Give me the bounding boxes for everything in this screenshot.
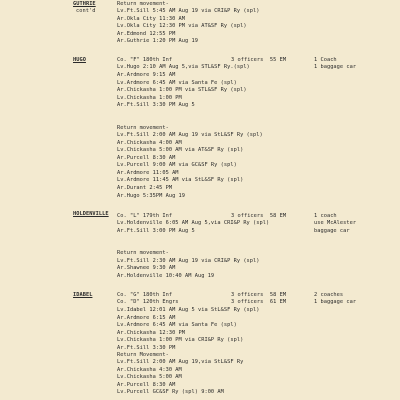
equipment-line: 1 baggage car: [314, 64, 357, 70]
text-line: Ar.Chickasha 4:30 AM: [117, 367, 182, 373]
text-line: Lv.Ardmore 6:45 AM via Santa Fe (spl): [117, 80, 237, 86]
text-line: Ar.Shawnee 9:30 AM: [117, 265, 176, 271]
text-line: Ar.Okla City 11:30 AM: [117, 16, 186, 22]
text-line: Return Movement-: [117, 352, 169, 358]
text-line: Lv.Chickasha 1:00 PM via CRI&P Ry (spl): [117, 337, 244, 343]
text-line: Lv.Hugo 2:10 AM Aug 5,via STL&SF Ry.(spl): [117, 64, 250, 70]
text-line: Ar.Purcell 8:30 AM: [117, 382, 176, 388]
text-line: Lv.Purcell GC&SF Ry (spl) 9:00 AM: [117, 389, 224, 395]
text-line: Ar.Guthrie 1:20 PM Aug 19: [117, 38, 198, 44]
officers-line: 3 officers 58 EM: [231, 213, 287, 219]
text-line: Ar.Ardmore 6:15 AM: [117, 315, 176, 321]
equipment-line: use McAlester: [314, 220, 357, 226]
equipment-line: 1 baggage car: [314, 299, 357, 305]
text-line: Ar.Purcell 8:30 AM: [117, 155, 176, 161]
text-line: Lv.Ardmore 6:45 AM via Santa Fe (spl): [117, 322, 237, 328]
text-line: Ar.Holdenville 10:40 AM Aug 19: [117, 273, 215, 279]
section-heading: HUGO: [73, 57, 86, 63]
text-line: Ar.Ardmore 9:15 AM: [117, 72, 176, 78]
officers-line: 3 officers 55 EM: [231, 57, 287, 63]
unit-line: Co. "L" 179th Inf: [117, 213, 173, 219]
text-line: Ar.Hugo 5:35PM Aug 19: [117, 193, 186, 199]
text-line: Ar.Ardmore 11:05 AM: [117, 170, 179, 176]
text-line: Return movement-: [117, 1, 169, 7]
text-line: Ar.Edmond 12:55 PM: [117, 31, 176, 37]
text-line: Lv.Chickasha 5:00 AM: [117, 374, 182, 380]
text-line: Lv.Ft.Sill 5:45 AM Aug 19 via CRI&P Ry (spl): [117, 8, 260, 14]
text-line: Lv.Ft.Sill 2:00 AM Aug 19,via StL&SF Ry: [117, 359, 244, 365]
text-line: Lv.Ft.Sill 2:30 AM Aug 19 via CRI&P Ry (spl): [117, 258, 260, 264]
text-line: Lv.Chickasha 5:00 AM via AT&SF Ry (spl): [117, 147, 244, 153]
officers-line: 3 officers 61 EM: [231, 299, 287, 305]
text-line: Ar.Ft.Sill 3:30 PM Aug 5: [117, 102, 195, 108]
text-line: Return movement-: [117, 125, 169, 131]
unit-line: Co. "F" 180th Inf: [117, 57, 173, 63]
text-line: Lv.Holdenville 6:05 AM Aug 5,via CRI&P Ry (spl): [117, 220, 270, 226]
unit-line: Co. "G" 180th Inf: [117, 292, 173, 298]
section-heading: IDABEL: [73, 292, 93, 298]
text-line: Ar.Chickasha 4:00 AM: [117, 140, 182, 146]
text-line: Ar.Ft.Sill 3:30 PM: [117, 345, 176, 351]
text-line: Ar.Durant 2:45 PM: [117, 185, 173, 191]
officers-line: 3 officers 58 EM: [231, 292, 287, 298]
text-line: Ar.Chickasha 12:30 PM: [117, 330, 186, 336]
section-subheading: cont'd: [76, 8, 96, 14]
section-heading: GUTHRIE: [73, 1, 96, 7]
text-line: Ar.Ft.Sill 3:00 PM Aug 5: [117, 228, 195, 234]
text-line: Lv.Ardmore 11:45 AM via StL&SF Ry (spl): [117, 177, 244, 183]
text-line: Lv.Idabel 12:01 AM Aug 5 via StL&SF Ry (spl): [117, 307, 260, 313]
text-line: Lv.Chickasha 1:00 PM: [117, 95, 182, 101]
equipment-line: 2 coaches: [314, 292, 344, 298]
section-heading: HOLDENVILLE: [73, 211, 109, 217]
equipment-line: 1 coach: [314, 213, 337, 219]
equipment-line: 1 Coach: [314, 57, 337, 63]
text-line: Return movement-: [117, 250, 169, 256]
text-line: Ar.Chickasha 1:00 PM via STL&SF Ry (spl): [117, 87, 247, 93]
unit-line: Co. "D" 120th Engrs: [117, 299, 179, 305]
text-line: Lv.Purcell 9:00 AM via GC&SF Ry (spl): [117, 162, 237, 168]
text-line: Lv.Okla City 12:30 PM via AT&SF Ry (spl): [117, 23, 247, 29]
text-line: Lv.Ft.Sill 2:00 AM Aug 19 via StL&SF Ry (spl): [117, 132, 263, 138]
equipment-line: baggage car: [314, 228, 350, 234]
